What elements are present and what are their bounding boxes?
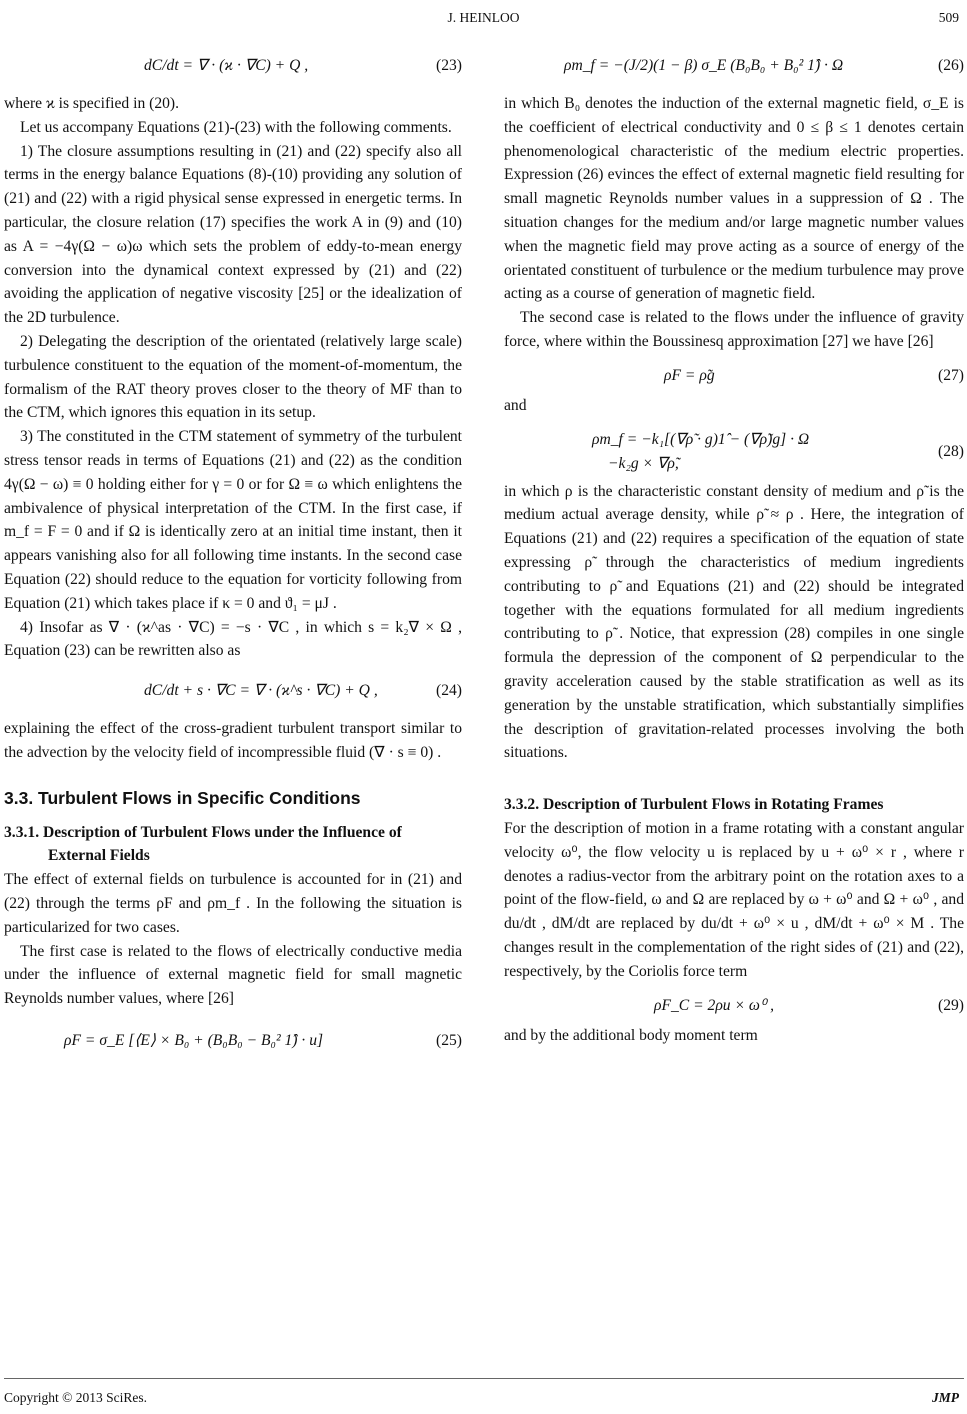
paragraph-comment-2: 2) Delegating the description of the orientated (relatively large scale) turbulence constituent to the equation of the moment-of-momentum, the formalism of the RAT theory proves closer to the theory of MF than to the CTM, which ignores this equation in its setup.: [4, 332, 462, 422]
paragraph-intro: Let us accompany Equations (21)-(23) with the following comments.: [20, 118, 452, 136]
equation-24-math: dC/dt + s · ∇C = ∇ · (ϰ^s · ∇C) + Q ,: [144, 682, 378, 700]
footer-journal: JMP: [932, 1390, 959, 1405]
equation-25-number: (25): [436, 1031, 462, 1049]
paragraph-magnetic-field: in which B₀ denotes the induction of the external magnetic field, σ_E is the coefficient of electrical conductivity and 0 ≤ β ≤ 1 denotes certain phenomenological characteristic of the medium electric properties. Expression (26) evinces the effect of external magnetic field resulting for small magnetic Reynolds number values in a suppression of Ω . The situation changes for the medium and/or large magnetic number values when the magnetic field may prove acting as a source of energy of the orientated constituent of turbulence or the medium turbulence may prove acting as a course of generation of magnetic field.: [504, 95, 964, 303]
right-column: [504, 44, 964, 1047]
equation-24-number: (24): [436, 682, 462, 700]
equation-28-number: (28): [938, 442, 964, 460]
subsection-heading-3-3-2: 3.3.2. Description of Turbulent Flows in Rotating Frames: [504, 796, 884, 814]
equation-25-math: ρF = σ_E [⟨E⟩ × B₀ + (B₀B₀ − B₀² 1̂) · u]: [64, 1031, 324, 1049]
footer-copyright: Copyright © 2013 SciRes.: [4, 1390, 148, 1405]
equation-26-math: ρm_f = −(J/2)(1 − β) σ_E (B₀B₀ + B₀² 1̂) · Ω: [564, 57, 844, 74]
equation-27: [504, 354, 964, 394]
where-clause: where ϰ is specified in (20).: [4, 95, 180, 112]
page-number: 509: [938, 10, 959, 25]
equation-23-math: dC/dt = ∇ · (ϰ · ∇C) + Q ,: [144, 57, 309, 74]
paragraph-comment-3: 3) The constituted in the CTM statement of symmetry of the turbulent stress tensor reads in terms of Equations (21) and (22) as the condition 4γ(Ω − ω) ≡ 0 holding either for γ = 0 or for Ω ≡ ω which enlightens the ambivalence of physical interpretation of the CTM. In the first case, if m_f = F = 0 and if Ω is identically zero at an initial time instant, then it appears vanishing also for all following time instants. In the second case Equation (22) should reduce to the equation for vorticity following from Equation (21) which takes place if κ = 0 and ϑ₁ = μJ .: [4, 428, 462, 612]
equation-28-math-line1: ρm_f = −k₁[(∇ρ̃ · g)1̂ − (∇ρ̃)g] · Ω: [592, 430, 810, 448]
running-header-author: J. HEINLOO: [447, 10, 520, 25]
footer-divider: [4, 1378, 964, 1379]
left-column: [4, 44, 462, 1065]
equation-28-math-line2: −k₂g × ∇ρ̃,: [608, 454, 679, 472]
paragraph-comment-4: 4) Insofar as ∇ · (ϰ^as · ∇C) = −s · ∇C , in which s = k₂∇ × Ω , Equation (23) can be rewritten also as: [4, 618, 462, 660]
paragraph-comment-1: 1) The closure assumptions resulting in (21) and (22) specify also all terms in the energy balance Equations (8)-(10) providing any solution of (21) and (22) with a rigid physical sense expressed in energetic terms. In particular, the closure relation (17) specifies the work A in (9) and (10) as A = −4γ(Ω − ω)ω which sets the problem of eddy-to-mean energy conversion into the dynamical context expressed by (21) and (22) avoiding the application of negative viscosity [25] or the idealization of the 2D turbulence.: [4, 142, 462, 327]
equation-23-number: (23): [436, 57, 462, 74]
equation-28: [504, 418, 964, 480]
and-connector: and: [504, 396, 527, 414]
equation-26: [504, 44, 964, 84]
paragraph-first-case: The first case is related to the flows of electrically conductive media under the influence of external magnetic field for small magnetic Reynolds number values, where [26]: [4, 942, 462, 1008]
equation-23: [4, 44, 462, 84]
paragraph-rotating-frames: For the description of motion in a frame rotating with a constant angular velocity ω⁰, the flow velocity u is replaced by u + ω⁰ × r , where r denotes a radius-vector from the arbitrary point on the rotation axes to a point of the flow-field, ω and Ω are replaced by ω + ω⁰ and Ω + ω⁰ , and du/dt , dM/dt are replaced by du/dt + ω⁰ × u , dM/dt + ω⁰ × M . The changes result in the complementation of the right sides of (21) and (22), respectively, by the Coriolis force term: [504, 819, 964, 980]
equation-26-number: (26): [938, 57, 964, 74]
paragraph-external-fields: The effect of external fields on turbulence is accounted for in (21) and (22) through the terms ρF and ρm_f . In the following the situation is particularized for two cases.: [4, 871, 462, 936]
equation-29-math: ρF_C = 2ρu × ω⁰ ,: [654, 996, 774, 1014]
equation-27-math: ρF = ρ̃g: [664, 366, 715, 384]
subsection-heading-3-3-1: 3.3.1. Description of Turbulent Flows under the Influence of External Fields: [4, 823, 402, 865]
paragraph-second-case: The second case is related to the flows under the influence of gravity force, where within the Boussinesq approximation [27] we have [26]: [504, 309, 964, 350]
paragraph-body-moment: and by the additional body moment term: [504, 1026, 758, 1044]
equation-29-number: (29): [938, 996, 964, 1014]
paragraph-density: in which ρ is the characteristic constant density of medium and ρ̃ is the medium actual average density, while ρ̃ ≈ ρ . Here, the integration of Equations (21) and (22) requires a specification of the equation of state expressing ρ̃ through the characteristics of medium ingredients contributing to ρ̃ and Equations (21) and (22) should be integrated together with the equations formulated for all medium ingredients contributing to ρ̃ . Notice, that expression (28) compiles in one single formula the depression of the component of Ω perpendicular to the gravity acceleration caused by the stable stratification as well as its generation by the unstable stratification, which substantially simplifies the description of gravitation-related processes involving the both situations.: [504, 482, 964, 762]
equation-29: [504, 984, 964, 1024]
section-heading-3-3: 3.3. Turbulent Flows in Specific Conditions: [4, 787, 361, 808]
paragraph-cross-gradient: explaining the effect of the cross-gradient turbulent transport similar to the advection by the velocity field of incompressible fluid (∇ · s ≡ 0) .: [4, 720, 462, 761]
equation-24: [4, 663, 462, 717]
equation-27-number: (27): [938, 366, 964, 384]
equation-25: [4, 1011, 462, 1065]
